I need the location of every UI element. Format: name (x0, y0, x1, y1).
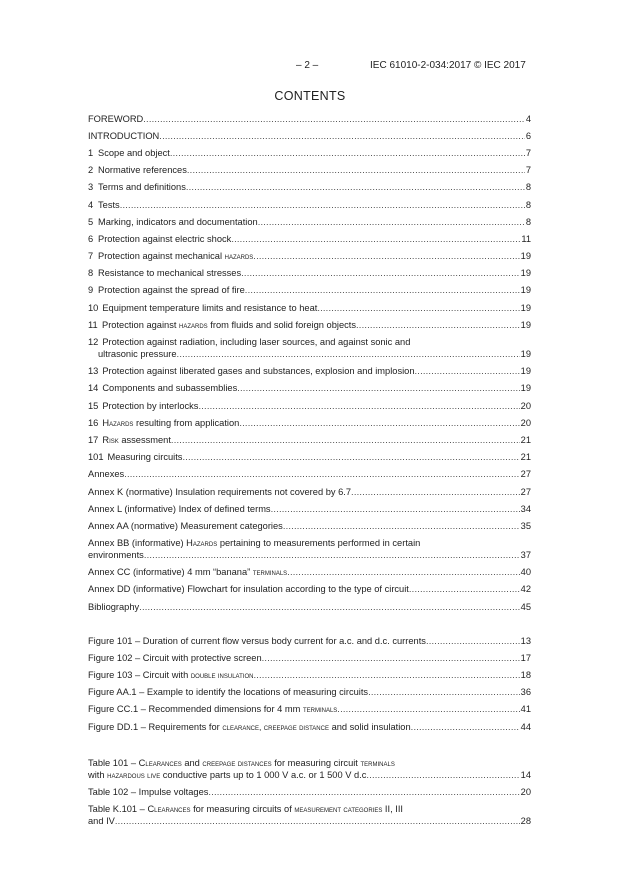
entry-title (88, 686, 368, 698)
toc-entry[interactable] (88, 196, 531, 213)
dot-leader (287, 566, 519, 578)
toc-entry-line (88, 250, 531, 262)
section-number: 14 (88, 383, 99, 394)
toc-entry-line (88, 382, 531, 394)
title-segment: Tests (98, 199, 120, 210)
entry-title (98, 181, 186, 193)
title-segment: Figure DD.1 – Requirements for (88, 721, 223, 732)
toc-entry-line (88, 757, 531, 769)
toc-entry[interactable] (88, 316, 531, 333)
toc-entry[interactable] (88, 535, 531, 564)
title-segment: assessment (118, 434, 171, 445)
section-number: 16 (88, 417, 99, 428)
section-number: 13 (88, 366, 99, 377)
title-segment: Protection against (102, 319, 180, 330)
toc-entry[interactable] (88, 248, 531, 265)
dot-leader (253, 669, 519, 681)
toc-entry-line (88, 703, 531, 715)
toc-entry-line (88, 216, 531, 228)
entry-title (98, 250, 253, 262)
title-segment: Scope and object (98, 147, 170, 158)
title-segment: Marking, indicators and documentation (98, 216, 258, 227)
document-id: IEC 61010-2-034:2017 © IEC 2017 (370, 60, 526, 71)
toc-entry[interactable] (88, 333, 531, 362)
entry-title (88, 486, 351, 498)
section-number: 15 (88, 400, 99, 411)
dot-leader (115, 815, 520, 827)
toc-entry-line (88, 549, 531, 561)
title-segment: learances (145, 757, 182, 768)
dot-leader (317, 302, 519, 314)
section-number: 5 (88, 216, 94, 227)
dot-leader (139, 601, 519, 613)
section-number: 17 (88, 434, 99, 445)
title-segment: FOREWORD (88, 113, 144, 124)
dot-leader (187, 164, 525, 176)
entry-title (98, 267, 241, 279)
toc-entry-line (88, 319, 531, 331)
title-segment: with (88, 769, 108, 780)
toc-entry-line (88, 468, 531, 480)
page-ref[interactable]: 6 (525, 130, 531, 141)
entry-title (98, 348, 177, 360)
entry-title (102, 319, 356, 331)
toc-entry-line (88, 130, 531, 142)
toc-entry[interactable] (88, 162, 531, 179)
title-segment: Bibliography (88, 601, 140, 612)
toc-entry-line (88, 786, 531, 798)
toc-entry-line (88, 803, 531, 815)
page-ref[interactable]: 40 (520, 567, 531, 578)
toc-tables (88, 754, 531, 830)
page-ref[interactable]: 45 (520, 601, 531, 612)
toc-entry[interactable] (88, 581, 531, 598)
toc-entry[interactable] (88, 230, 531, 247)
section-number: 101 (88, 452, 104, 463)
page-ref[interactable]: 19 (520, 268, 531, 279)
entry-title (88, 468, 124, 480)
title-segment: Table 102 – Impulse voltages (88, 786, 209, 797)
page-ref[interactable]: 21 (520, 452, 531, 463)
entry-title (88, 566, 287, 578)
toc-entry-line (88, 635, 531, 647)
entry-title (108, 451, 183, 463)
title-segment: conductive parts up to 1 000 V a.c. or 1 500 V d.c (160, 769, 367, 780)
page-ref[interactable]: 4 (525, 113, 531, 124)
toc-entry-line (88, 652, 531, 664)
dot-leader (170, 147, 525, 159)
toc-entry-line (88, 199, 531, 211)
toc-entry-line (88, 336, 531, 348)
dot-leader (426, 635, 520, 647)
entry-title (88, 669, 253, 681)
section-number: 11 (88, 319, 98, 330)
entry-title (88, 803, 403, 815)
dot-leader (241, 267, 520, 279)
dot-leader (411, 721, 520, 733)
title-segment: hazards (179, 319, 208, 330)
toc-entry-line (88, 815, 531, 827)
toc-entry-line (88, 537, 531, 549)
section-number: 6 (88, 233, 94, 244)
entry-title (98, 164, 187, 176)
toc-entry-line (88, 284, 531, 296)
page-ref[interactable]: 41 (520, 704, 531, 715)
dot-leader (356, 319, 520, 331)
dot-leader (171, 434, 520, 446)
section-number: 4 (88, 199, 94, 210)
title-segment: and (181, 757, 203, 768)
entry-title (88, 635, 426, 647)
title-segment: Normative references (98, 165, 187, 176)
page-ref[interactable]: 20 (520, 417, 531, 428)
title-segment: and IV (88, 815, 115, 826)
title-segment: azards (109, 417, 134, 428)
toc-entry-line (88, 503, 531, 515)
title-segment: Protection against radiation, including laser sources, and against sonic and (102, 337, 411, 348)
toc-entry-line (88, 686, 531, 698)
entry-title (102, 302, 317, 314)
title-segment: creepage distances (202, 757, 272, 768)
title-segment: Annexes (88, 469, 125, 480)
toc-entry-line (88, 233, 531, 245)
toc-entry[interactable] (88, 282, 531, 299)
title-segment: Figure 102 – Circuit with protective screen (88, 652, 262, 663)
page-number: – 2 – (296, 60, 319, 71)
page-ref[interactable]: 19 (520, 285, 531, 296)
entry-title (102, 400, 198, 412)
toc-entry-line (88, 566, 531, 578)
entry-title (98, 147, 170, 159)
entry-title (88, 113, 143, 125)
dot-leader (337, 703, 519, 715)
section-number: 2 (88, 165, 94, 176)
section-number: 10 (88, 302, 99, 313)
toc-entry[interactable] (88, 265, 531, 282)
toc-entry-line (88, 601, 531, 613)
entry-title (88, 537, 420, 549)
page-ref[interactable]: 13 (520, 635, 531, 646)
title-segment: isk (109, 434, 119, 445)
toc-entry[interactable] (88, 449, 531, 466)
title-segment: learances (154, 803, 191, 814)
title-segment: Components and subassemblies (102, 383, 238, 394)
page-ref[interactable]: 37 (520, 550, 531, 561)
dot-leader (198, 400, 519, 412)
page-ref[interactable]: 28 (520, 815, 531, 826)
title-segment: R (102, 434, 110, 445)
entry-title (88, 549, 144, 561)
dot-leader (415, 365, 520, 377)
page-ref[interactable]: 19 (520, 383, 531, 394)
page-ref[interactable]: 8 (525, 182, 531, 193)
entry-title (98, 284, 245, 296)
toc-entry[interactable] (88, 179, 531, 196)
dot-leader (368, 686, 520, 698)
entry-title (98, 233, 231, 245)
entry-title (88, 652, 262, 664)
entry-title (102, 365, 414, 377)
entry-title (102, 336, 410, 348)
title-segment: H (102, 417, 110, 428)
section-number: 3 (88, 182, 94, 193)
dot-leader (351, 486, 520, 498)
title-segment: Resistance to mechanical stresses (98, 268, 242, 279)
title-segment: double insulation (190, 669, 254, 680)
dot-leader (239, 417, 519, 429)
entry-title (88, 757, 395, 769)
toc-entry-line (88, 486, 531, 498)
toc-entry[interactable] (88, 483, 531, 500)
title-segment: measurement categories (294, 803, 383, 814)
title-segment: II, III (382, 803, 403, 814)
dot-leader (159, 130, 525, 142)
title-segment: Figure CC.1 – Recommended dimensions for 4 mm (88, 704, 303, 715)
title-segment: Table K.101 – C (88, 803, 155, 814)
page-ref[interactable]: 11 (521, 233, 531, 244)
title-segment: and solid insulation (328, 721, 411, 732)
title-segment: from fluids and solid foreign objects (207, 319, 356, 330)
toc-entry[interactable] (88, 718, 531, 735)
toc-entry[interactable] (88, 500, 531, 517)
title-segment: terminals (302, 704, 338, 715)
title-segment: Protection against mechanical (98, 251, 225, 262)
title-segment: resulting from application (133, 417, 240, 428)
toc-entry[interactable] (88, 380, 531, 397)
page-ref[interactable]: 7 (525, 147, 531, 158)
dot-leader (208, 786, 519, 798)
entry-title (102, 382, 237, 394)
toc-entry-line (88, 181, 531, 193)
page-ref[interactable]: 42 (520, 584, 531, 595)
entry-title (88, 130, 159, 142)
toc-entry-line (88, 669, 531, 681)
title-segment: Annex AA (normative) Measurement categories (88, 520, 283, 531)
page-ref[interactable]: 14 (520, 769, 531, 780)
page-ref[interactable]: 44 (520, 721, 531, 732)
title-segment: terminals (252, 567, 288, 578)
section-number: 12 (88, 337, 99, 348)
page-ref[interactable]: 17 (520, 652, 531, 663)
dot-leader (258, 216, 525, 228)
toc-entry[interactable] (88, 213, 531, 230)
dot-leader (186, 181, 525, 193)
title-segment: Table 101 – C (88, 757, 146, 768)
page-ref[interactable]: 34 (520, 503, 531, 514)
page-ref[interactable]: 8 (525, 199, 531, 210)
dot-leader (143, 113, 525, 125)
page-ref[interactable]: 19 (520, 366, 531, 377)
toc-entry-line (88, 348, 531, 360)
page-title: CONTENTS (274, 89, 346, 103)
dot-leader (283, 520, 520, 532)
dot-leader (144, 549, 520, 561)
title-segment: Figure 103 – Circuit with (88, 669, 191, 680)
toc-entry-line (88, 417, 531, 429)
dot-leader (124, 468, 519, 480)
toc-entry-line (88, 267, 531, 279)
page-ref[interactable]: 19 (520, 302, 531, 313)
toc-entry[interactable] (88, 754, 531, 783)
page-ref[interactable]: 36 (520, 687, 531, 698)
title-segment: Annex L (informative) Index of defined terms (88, 503, 271, 514)
page-ref[interactable]: 19 (520, 319, 531, 330)
title-segment: Protection against electric shock (98, 233, 232, 244)
toc-entry[interactable] (88, 414, 531, 431)
entry-title (88, 520, 283, 532)
dot-leader (271, 503, 520, 515)
title-segment: environments (88, 550, 144, 561)
page-ref[interactable]: 27 (520, 469, 531, 480)
page-ref[interactable]: 27 (520, 486, 531, 497)
entry-title (102, 417, 239, 429)
toc-entry-line (88, 434, 531, 446)
title-segment: Annex DD (informative) Flowchart for insulation according to the type of circuit (88, 584, 409, 595)
title-segment: Equipment temperature limits and resistance to heat (102, 302, 318, 313)
dot-leader (237, 382, 519, 394)
entry-title (88, 815, 115, 827)
dot-leader (245, 284, 520, 296)
toc-entry[interactable] (88, 517, 531, 534)
dot-leader (120, 199, 525, 211)
title-segment: Figure 101 – Duration of current flow versus body current for a.c. and d.c. currents (88, 635, 426, 646)
dot-leader (409, 583, 520, 595)
entry-title (88, 769, 366, 781)
dot-leader (182, 451, 519, 463)
toc-entry-line (88, 365, 531, 377)
toc-entry-line (88, 302, 531, 314)
toc-entry[interactable] (88, 397, 531, 414)
toc-figures (88, 632, 531, 735)
entry-title (88, 786, 208, 798)
title-segment: for measuring circuits of (190, 803, 295, 814)
toc-entry[interactable] (88, 666, 531, 683)
toc-entry[interactable] (88, 466, 531, 483)
toc-entry-line (88, 147, 531, 159)
section-number: 9 (88, 285, 94, 296)
page-ref[interactable]: 21 (520, 434, 531, 445)
entry-title (98, 199, 120, 211)
entry-title (88, 503, 271, 515)
toc-entry[interactable] (88, 684, 531, 701)
page-ref[interactable]: 35 (520, 520, 531, 531)
title-segment: Figure AA.1 – Example to identify the locations of measuring circuits (88, 687, 369, 698)
entry-title (98, 216, 258, 228)
toc-entry[interactable] (88, 127, 531, 144)
title-segment: Annex CC (informative) 4 mm “banana” (88, 567, 253, 578)
title-segment: Measuring circuits (107, 452, 183, 463)
title-segment: for measuring circuit (271, 757, 361, 768)
title-segment: clearance, creepage distance (222, 721, 329, 732)
toc-entry-line (88, 164, 531, 176)
toc-entry[interactable] (88, 144, 531, 161)
page-ref[interactable]: 20 (520, 400, 531, 411)
entry-title (88, 721, 411, 733)
title-segment: terminals (360, 757, 395, 768)
page-ref[interactable]: 19 (520, 349, 531, 360)
entry-title (88, 583, 409, 595)
toc-entry-line (88, 451, 531, 463)
toc-entry-line (88, 400, 531, 412)
page-ref[interactable]: 20 (520, 786, 531, 797)
title-segment: Terms and definitions (98, 182, 186, 193)
toc-entry[interactable] (88, 564, 531, 581)
toc-entry-line (88, 769, 531, 781)
page-ref[interactable]: 8 (525, 216, 531, 227)
title-segment: ultrasonic pressure (98, 349, 177, 360)
toc-entry-line (88, 520, 531, 532)
toc-entry[interactable] (88, 800, 531, 829)
title-segment: hazards (224, 251, 254, 262)
title-segment: Protection against liberated gases and substances, explosion and implosion (102, 366, 415, 377)
dot-leader (366, 769, 519, 781)
toc-entry[interactable] (88, 632, 531, 649)
entry-title (88, 703, 337, 715)
dot-leader (231, 233, 520, 245)
toc-entry[interactable] (88, 299, 531, 316)
entry-title (102, 434, 171, 446)
section-number: 8 (88, 268, 94, 279)
dot-leader (253, 250, 519, 262)
section-number: 1 (88, 147, 94, 158)
toc-entry[interactable] (88, 649, 531, 666)
entry-title (88, 601, 139, 613)
title-segment: Protection by interlocks (102, 400, 199, 411)
dot-leader (177, 348, 520, 360)
toc-entry-line (88, 721, 531, 733)
title-segment: Annex K (normative) Insulation requirements not covered by 6.7 (88, 486, 352, 497)
toc-entry[interactable] (88, 363, 531, 380)
title-segment: Annex BB (informative) H (88, 538, 193, 549)
toc-entry-line (88, 113, 531, 125)
section-number: 7 (88, 251, 94, 262)
title-segment: pertaining to measurements performed in certain (217, 538, 421, 549)
page-ref[interactable]: 18 (520, 669, 531, 680)
section-number-spacer (88, 348, 98, 360)
title-segment: hazardous live (107, 769, 161, 780)
page-ref[interactable]: 19 (520, 251, 531, 262)
toc-entry[interactable] (88, 110, 531, 127)
toc-entry[interactable] (88, 431, 531, 448)
toc-main (88, 110, 531, 615)
toc-entry-line (88, 583, 531, 595)
title-segment: azards (192, 538, 218, 549)
page-ref[interactable]: 7 (525, 165, 531, 176)
toc-entry[interactable] (88, 598, 531, 615)
dot-leader (262, 652, 520, 664)
toc-entry[interactable] (88, 783, 531, 800)
title-segment: Protection against the spread of fire (98, 285, 245, 296)
toc-entry[interactable] (88, 701, 531, 718)
title-segment: INTRODUCTION (88, 130, 160, 141)
